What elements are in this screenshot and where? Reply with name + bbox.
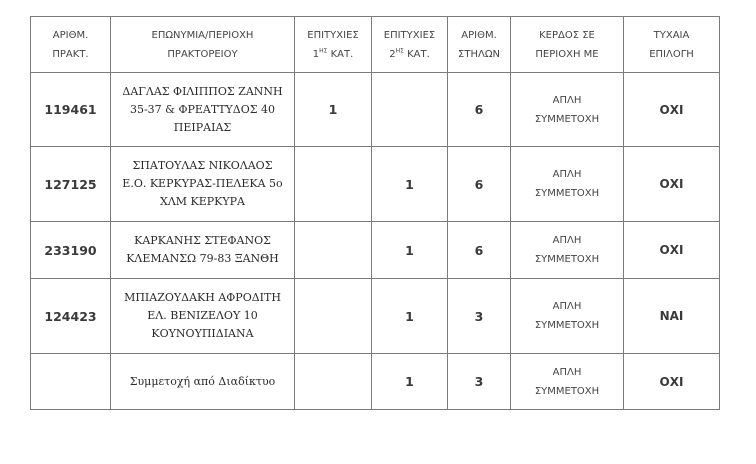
gain-line: ΣΥΜΜΕΤΟΧΗ [534,385,600,397]
header-columns [448,17,511,73]
header-wins-second-sup: ΗΣ [395,47,404,55]
gain-line: ΑΠΛΗ [552,301,582,312]
table-row [31,354,720,410]
agency-code: 124423 [31,279,111,354]
header-agency [111,17,295,73]
gain-line: ΣΥΜΜΕΤΟΧΗ [534,188,600,199]
agency-line: ΣΠΑΤΟΥΛΑΣ ΝΙΚΟΛΑΟΣ [132,159,273,172]
header-agency-line2: ΠΡΑΚΤΟΡΕΙΟΥ [167,48,238,60]
wins-first [295,222,372,279]
table-row [31,73,720,147]
header-wins-second-line2 [376,45,443,64]
header-wins-first-sup: ΗΣ [319,47,328,55]
agency-line: ΚΛΕΜΑΝΣΩ 79-83 ΞΑΝΘΗ [126,252,279,265]
header-wins-first-suffix: ΚΑΤ. [327,48,354,60]
columns-count: 3 [448,279,511,354]
random-choice: ΟΧΙ [624,147,720,222]
agency-name [111,73,295,147]
header-wins-first-num: 1 [312,48,320,60]
agency-name [111,222,295,279]
gain-line: ΑΠΛΗ [552,235,582,246]
gain-line: ΣΥΜΜΕΤΟΧΗ [534,254,600,265]
table-row [31,222,720,279]
header-gain [511,17,624,73]
gain-area [511,147,624,222]
agency-code: 119461 [31,73,111,147]
header-wins-second-suffix: ΚΑΤ. [403,48,430,60]
header-wins-first-line2 [299,45,367,64]
header-random-line2: ΕΠΙΛΟΓΗ [649,48,694,60]
header-random-line1: ΤΥΧΑΙΑ [653,29,690,41]
agency-line: ΚΑΡΚΑΝΗΣ ΣΤΕΦΑΝΟΣ [134,234,271,247]
header-columns-line1: ΑΡΙΘΜ. [461,29,497,41]
table-row [31,279,720,354]
agency-name [111,147,295,222]
wins-second: 1 [372,147,448,222]
random-choice: ΟΧΙ [624,73,720,147]
header-code-line2: ΠΡΑΚΤ. [52,48,89,60]
header-wins-second-num: 2 [389,48,396,60]
wins-second [372,73,448,147]
gain-line: ΑΠΛΗ [552,169,582,180]
gain-area [511,279,624,354]
random-choice: ΟΧΙ [624,222,720,279]
columns-count: 3 [448,354,511,410]
agency-line: Συμμετοχή από Διαδίκτυο [129,374,276,388]
header-wins-second [372,17,448,73]
agency-code: 233190 [31,222,111,279]
header-gain-line2: ΠΕΡΙΟΧΗ ΜΕ [535,48,599,60]
header-code-line1: ΑΡΙΘΜ. [52,29,89,41]
gain-line: ΣΥΜΜΕΤΟΧΗ [534,113,600,125]
agency-line: 35-37 & ΦΡΕΑΤΤΥΔΟΣ 40 [129,102,276,116]
agency-line: ΧΛΜ ΚΕΡΚΥΡΑ [159,195,245,208]
gain-area [511,222,624,279]
agency-line: ΠΕΙΡΑΙΑΣ [173,120,232,134]
wins-first [295,354,372,410]
header-wins-first-line1: ΕΠΙΤΥΧΙΕΣ [307,29,359,41]
wins-second: 1 [372,279,448,354]
agency-line: ΕΛ. ΒΕΝΙΖΕΛΟΥ 10 [147,309,258,322]
columns-count: 6 [448,147,511,222]
agency-code: 127125 [31,147,111,222]
header-wins-second-line1: ΕΠΙΤΥΧΙΕΣ [383,29,436,41]
header-code [31,17,111,73]
wins-second: 1 [372,354,448,410]
wins-second: 1 [372,222,448,279]
agency-line: ΔΑΓΛΑΣ ΦΙΛΙΠΠΟΣ ΖΑΝΝΗ [122,84,283,98]
gain-line: ΑΠΛΗ [552,366,582,378]
columns-count: 6 [448,222,511,279]
agency-line: ΚΟΥΝΟΥΠΙΔΙΑΝΑ [151,327,254,340]
gain-line: ΑΠΛΗ [552,94,582,106]
wins-first [295,147,372,222]
agency-code [31,354,111,410]
header-agency-line1: ΕΠΩΝΥΜΙΑ/ΠΕΡΙΟΧΗ [151,29,254,41]
wins-first [295,279,372,354]
agency-line: Ε.Ο. ΚΕΡΚΥΡΑΣ-ΠΕΛΕΚΑ 5ο [122,177,283,190]
columns-count: 6 [448,73,511,147]
header-wins-first [295,17,372,73]
agency-name [111,279,295,354]
gain-area [511,354,624,410]
gain-area [511,73,624,147]
winners-table [30,16,720,410]
table-row [31,147,720,222]
gain-line: ΣΥΜΜΕΤΟΧΗ [534,320,600,331]
header-row [31,17,720,73]
random-choice: ΝΑΙ [624,279,720,354]
header-gain-line1: ΚΕΡΔΟΣ ΣΕ [539,29,595,41]
agency-name [111,354,295,410]
wins-first: 1 [295,73,372,147]
header-columns-line2: ΣΤΗΛΩΝ [458,48,500,60]
agency-line: ΜΠΙΑΖΟΥΔΑΚΗ ΑΦΡΟΔΙΤΗ [124,291,281,304]
random-choice: ΟΧΙ [624,354,720,410]
header-random [624,17,720,73]
